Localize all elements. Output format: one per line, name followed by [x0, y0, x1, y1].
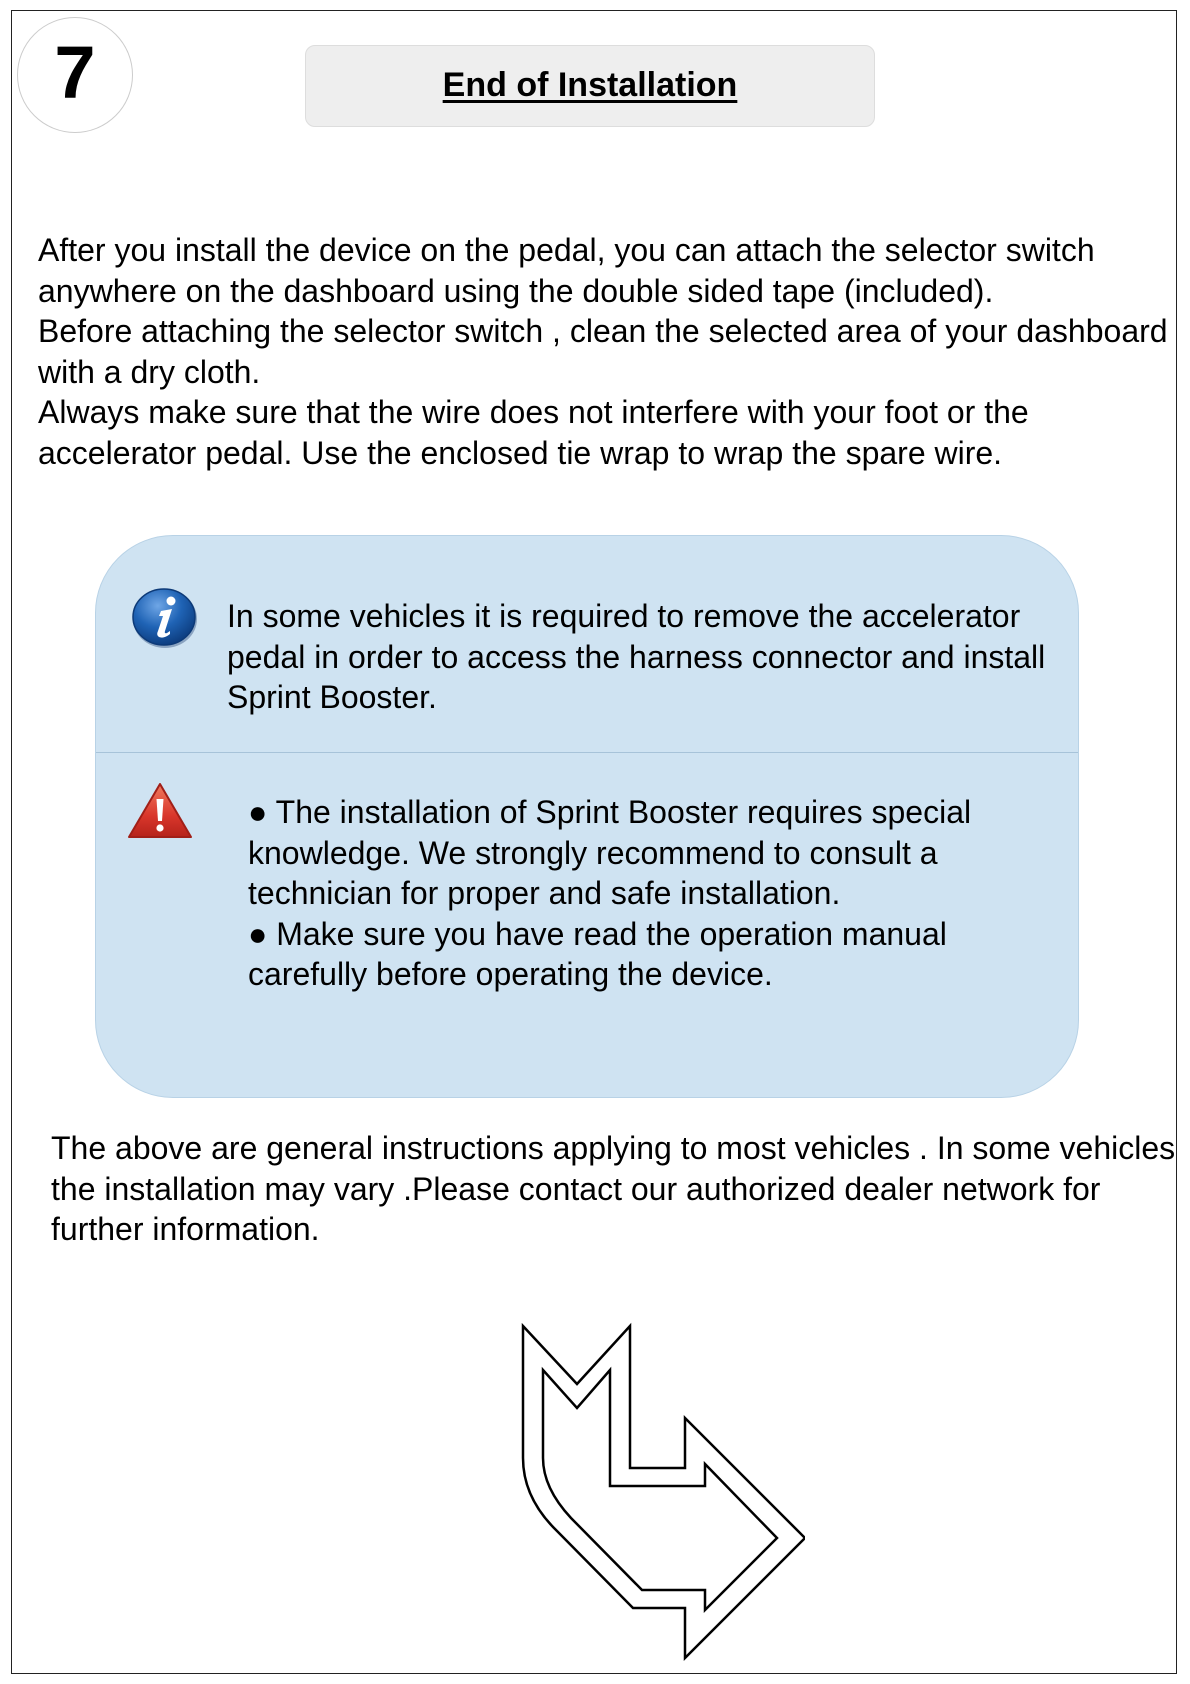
intro-paragraph: Before attaching the selector switch , clean the selected area of your dashboard with a dry cloth. — [38, 313, 1168, 390]
notice-box — [95, 535, 1079, 1098]
notice-divider — [96, 752, 1078, 753]
info-note: In some vehicles it is required to remove the accelerator pedal in order to access the harness connector and install Sprint Booster. — [227, 598, 1046, 715]
warning-item: ● The installation of Sprint Booster requires special knowledge. We strongly recommend to consult a technician for proper and safe installation. — [248, 794, 972, 911]
title-box — [305, 45, 875, 127]
step-number-badge — [17, 17, 133, 133]
intro-section — [38, 230, 1168, 473]
page-title: End of Installation — [442, 65, 738, 104]
warning-icon — [127, 782, 193, 840]
warning-item: ● Make sure you have read the operation manual carefully before operating the device. — [248, 915, 947, 992]
step-number: 7 — [54, 31, 96, 114]
intro-paragraph: After you install the device on the pedal, you can attach the selector switch anywhere on the dashboard using the double sided tape (included). — [38, 232, 1095, 309]
intro-paragraph: Always make sure that the wire does not interfere with your foot or the accelerator pedal. Use the enclosed tie wrap to wrap the spare wire. — [38, 394, 1029, 471]
footer-note: The above are general instructions applying to most vehicles . In some vehicles the installation may vary .Please contact our authorized dealer network for further information. — [51, 1130, 1176, 1247]
info-icon — [130, 586, 200, 650]
next-page-arrow-icon — [515, 1318, 805, 1666]
warning-list — [248, 792, 1058, 995]
